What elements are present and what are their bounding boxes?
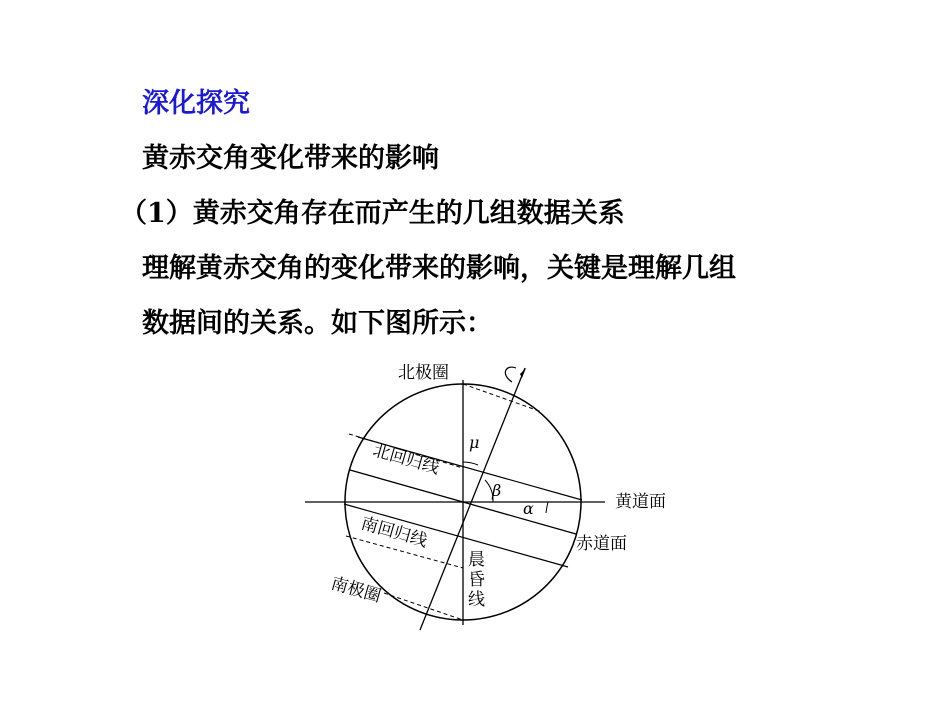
label-ecliptic-plane: 黄道面 bbox=[615, 492, 666, 512]
mu-arc bbox=[463, 462, 478, 465]
label-tropic-cancer: 北回归线 bbox=[370, 440, 442, 479]
body-line-2: 数据间的关系。如下图所示： bbox=[142, 308, 493, 339]
label-tropic-capricorn: 南回归线 bbox=[358, 513, 430, 552]
label-equatorial-plane: 赤道面 bbox=[576, 534, 627, 554]
terminator-char-1: 晨 bbox=[468, 550, 485, 570]
label-alpha: α bbox=[523, 499, 534, 518]
alpha-arc bbox=[546, 502, 548, 513]
antarctic-circle-line bbox=[384, 593, 463, 620]
arctic-circle-line bbox=[463, 384, 542, 412]
label-mu: μ bbox=[469, 433, 480, 452]
label-terminator bbox=[468, 550, 490, 610]
section-heading: 深化探究 bbox=[142, 88, 250, 119]
label-antarctic-circle: 南极圈 bbox=[328, 573, 384, 607]
terminator-char-3: 线 bbox=[468, 590, 485, 610]
ecliptic-obliquity-diagram bbox=[280, 350, 700, 640]
topic-title: 黄赤交角变化带来的影响 bbox=[142, 143, 439, 174]
label-beta: β bbox=[492, 481, 502, 500]
rotation-arrow-icon bbox=[505, 367, 516, 382]
label-arctic-circle: 北极圈 bbox=[398, 363, 449, 383]
terminator-char-2: 昏 bbox=[468, 570, 485, 590]
subtitle: （1）黄赤交角存在而产生的几组数据关系 bbox=[120, 198, 625, 229]
body-line-1: 理解黄赤交角的变化带来的影响，关键是理解几组 bbox=[142, 253, 736, 284]
